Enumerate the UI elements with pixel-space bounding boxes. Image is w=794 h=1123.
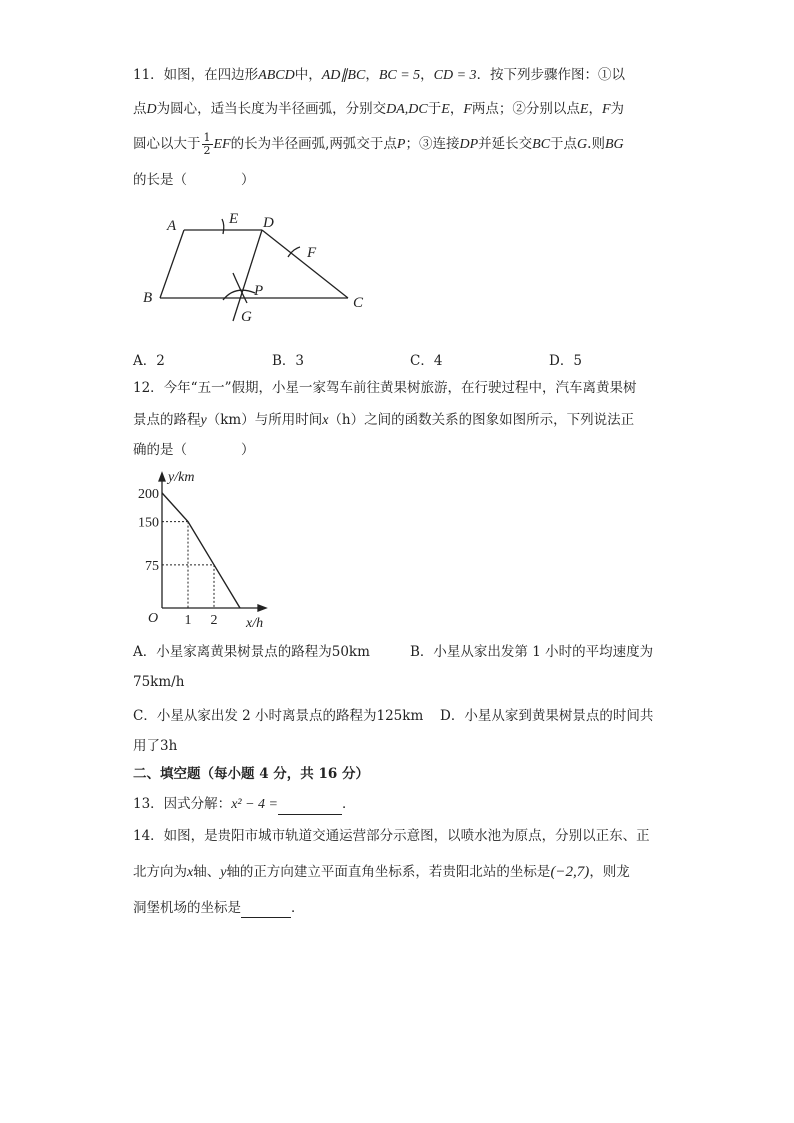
q11-text: ；③连接 xyxy=(405,136,460,152)
q12-text: （km）与所用时间 xyxy=(206,412,323,428)
q11-line2 xyxy=(133,99,624,120)
segment-dc xyxy=(262,230,348,298)
label-b: B xyxy=(143,290,153,306)
label-a: A xyxy=(167,218,177,234)
q12-option-c[interactable]: C．小星从家出发 2 小时离景点的路程为125km xyxy=(133,708,424,724)
q11-text: 点 xyxy=(133,101,147,117)
q11-bc: BC = 5 xyxy=(378,68,421,83)
q11-line4: 的长是（ ） xyxy=(133,172,255,188)
q11-text: ， xyxy=(588,101,602,117)
q11-da-dc: DA,DC xyxy=(386,102,428,117)
q14-answer-blank[interactable] xyxy=(241,903,291,918)
q12-text: （h）之间的函数关系的图象如图所示，下列说法正 xyxy=(328,412,635,428)
q11-line3 xyxy=(133,132,624,157)
q13-text: 13．因式分解： xyxy=(133,796,232,812)
q14-text: ，则龙 xyxy=(589,864,630,880)
q11-line1 xyxy=(133,65,625,86)
label-c: C xyxy=(353,295,364,311)
q11-option-c[interactable]: C．4 xyxy=(410,353,443,369)
q11-text: 圆心以大于 xyxy=(133,136,201,152)
label-d: D xyxy=(263,215,274,231)
q13-line xyxy=(133,794,356,815)
x-tick-label-1: 1 xyxy=(184,613,192,628)
q12-line1: 12．今年“五一”假期，小星一家驾车前往黄果树旅游，在行驶过程中，汽车离黄果树 xyxy=(133,380,637,396)
x-axis-label: x/h xyxy=(246,616,264,631)
q11-point-p: P xyxy=(396,137,406,152)
q11-point-d: D xyxy=(146,102,157,117)
fraction-denominator: 2 xyxy=(203,144,211,157)
q11-option-a[interactable]: A．2 xyxy=(133,353,165,369)
q12-option-a[interactable]: A．小星家离黄果树景点的路程为50km xyxy=(133,644,370,660)
q14-coordinate: (−2,7) xyxy=(550,864,590,880)
y-axis-label: y/km xyxy=(168,470,195,485)
q11-text: 两点；②分别以点 xyxy=(471,101,580,117)
q12-var-y: y xyxy=(200,413,207,428)
series-line xyxy=(162,493,240,608)
q11-text: 于 xyxy=(427,101,442,117)
q14-line2 xyxy=(133,862,630,883)
q11-geometry-figure xyxy=(135,205,375,330)
q11-text: 为圆心，适当长度为半径画弧，分别交 xyxy=(156,101,387,117)
q11-bg: BG xyxy=(604,137,624,152)
q14-text: 轴的正方向建立平面直角坐标系，若贵阳北站的坐标是 xyxy=(226,864,551,880)
q14-var-x: x xyxy=(187,865,194,880)
q12-option-b[interactable]: B．小星从家出发第 1 小时的平均速度为 xyxy=(410,644,654,660)
q11-point-e: E xyxy=(579,102,589,117)
q11-option-d[interactable]: D．5 xyxy=(549,353,582,369)
q11-text: 11．如图，在四边形 xyxy=(133,67,259,83)
q11-text: 的长为半径画弧,两弧交于点 xyxy=(230,136,397,152)
q12-option-d[interactable]: D．小星从家到黄果树景点的时间共 xyxy=(440,708,654,724)
q13-expression: x² − 4 = xyxy=(231,797,278,812)
q11-abcd: ABCD xyxy=(258,68,295,83)
q11-text: ．按下列步骤作图：①以 xyxy=(476,67,626,83)
q11-text: ， xyxy=(365,67,379,83)
q14-var-y: y xyxy=(220,865,227,880)
x-tick-label-2: 2 xyxy=(210,613,218,628)
q11-text: ， xyxy=(420,67,434,83)
q11-cd: CD = 3 xyxy=(433,68,477,83)
q11-text: 中， xyxy=(294,67,322,83)
q12-option-b-cont: 75km/h xyxy=(133,674,185,690)
q14-line3 xyxy=(133,898,305,918)
q14-text: 轴、 xyxy=(193,864,221,880)
label-g: G xyxy=(241,309,252,325)
label-p: P xyxy=(254,283,264,299)
q12-line2 xyxy=(133,410,634,431)
q13-text: ． xyxy=(342,796,356,812)
origin-label: O xyxy=(148,611,159,626)
label-f: F xyxy=(307,245,317,261)
segment-ab xyxy=(160,230,184,298)
q11-text: ， xyxy=(449,101,464,117)
y-tick-label-150: 150 xyxy=(138,515,159,531)
q11-point-f: F xyxy=(463,102,472,117)
q11-point-e: E xyxy=(441,102,450,117)
q11-ef: EF xyxy=(213,137,231,152)
label-e: E xyxy=(229,211,239,227)
x-axis-arrow xyxy=(258,605,266,611)
arc-e xyxy=(222,219,224,234)
q11-option-b[interactable]: B．3 xyxy=(272,353,305,369)
segment-dg xyxy=(233,230,262,321)
y-tick-label-200: 200 xyxy=(138,486,159,502)
q11-text: 为 xyxy=(610,101,624,117)
q11-ad-parallel-bc: AD∥BC xyxy=(321,68,366,83)
q14-text: 洞堡机场的坐标是 xyxy=(133,900,241,916)
fraction-numerator: 1 xyxy=(203,131,211,144)
q11-point-g: G xyxy=(577,137,588,152)
q12-option-d-cont: 用了3h xyxy=(133,738,178,754)
q12-line3: 确的是（ ） xyxy=(133,442,255,458)
q12-var-x: x xyxy=(322,413,329,428)
q13-answer-blank[interactable] xyxy=(278,800,342,815)
q11-point-f: F xyxy=(601,102,611,117)
y-axis-arrow xyxy=(159,473,165,481)
q14-text: ． xyxy=(291,900,305,916)
q14-line1: 14．如图，是贵阳市城市轨道交通运营部分示意图，以喷水池为原点，分别以正东、正 xyxy=(133,828,650,844)
q14-text: 北方向为 xyxy=(133,864,187,880)
q11-dp: DP xyxy=(459,137,479,152)
section-2-heading: 二、填空题（每小题 4 分，共 16 分） xyxy=(133,766,369,782)
q11-text: .则 xyxy=(587,136,605,152)
q11-text: 并延长交 xyxy=(478,136,533,152)
q11-fraction xyxy=(202,132,213,157)
q11-text: 于点 xyxy=(550,136,578,152)
q12-text: 景点的路程 xyxy=(133,412,201,428)
q12-distance-time-chart xyxy=(130,465,280,635)
y-tick-label-75: 75 xyxy=(145,558,159,574)
q11-bc: BC xyxy=(532,137,551,152)
